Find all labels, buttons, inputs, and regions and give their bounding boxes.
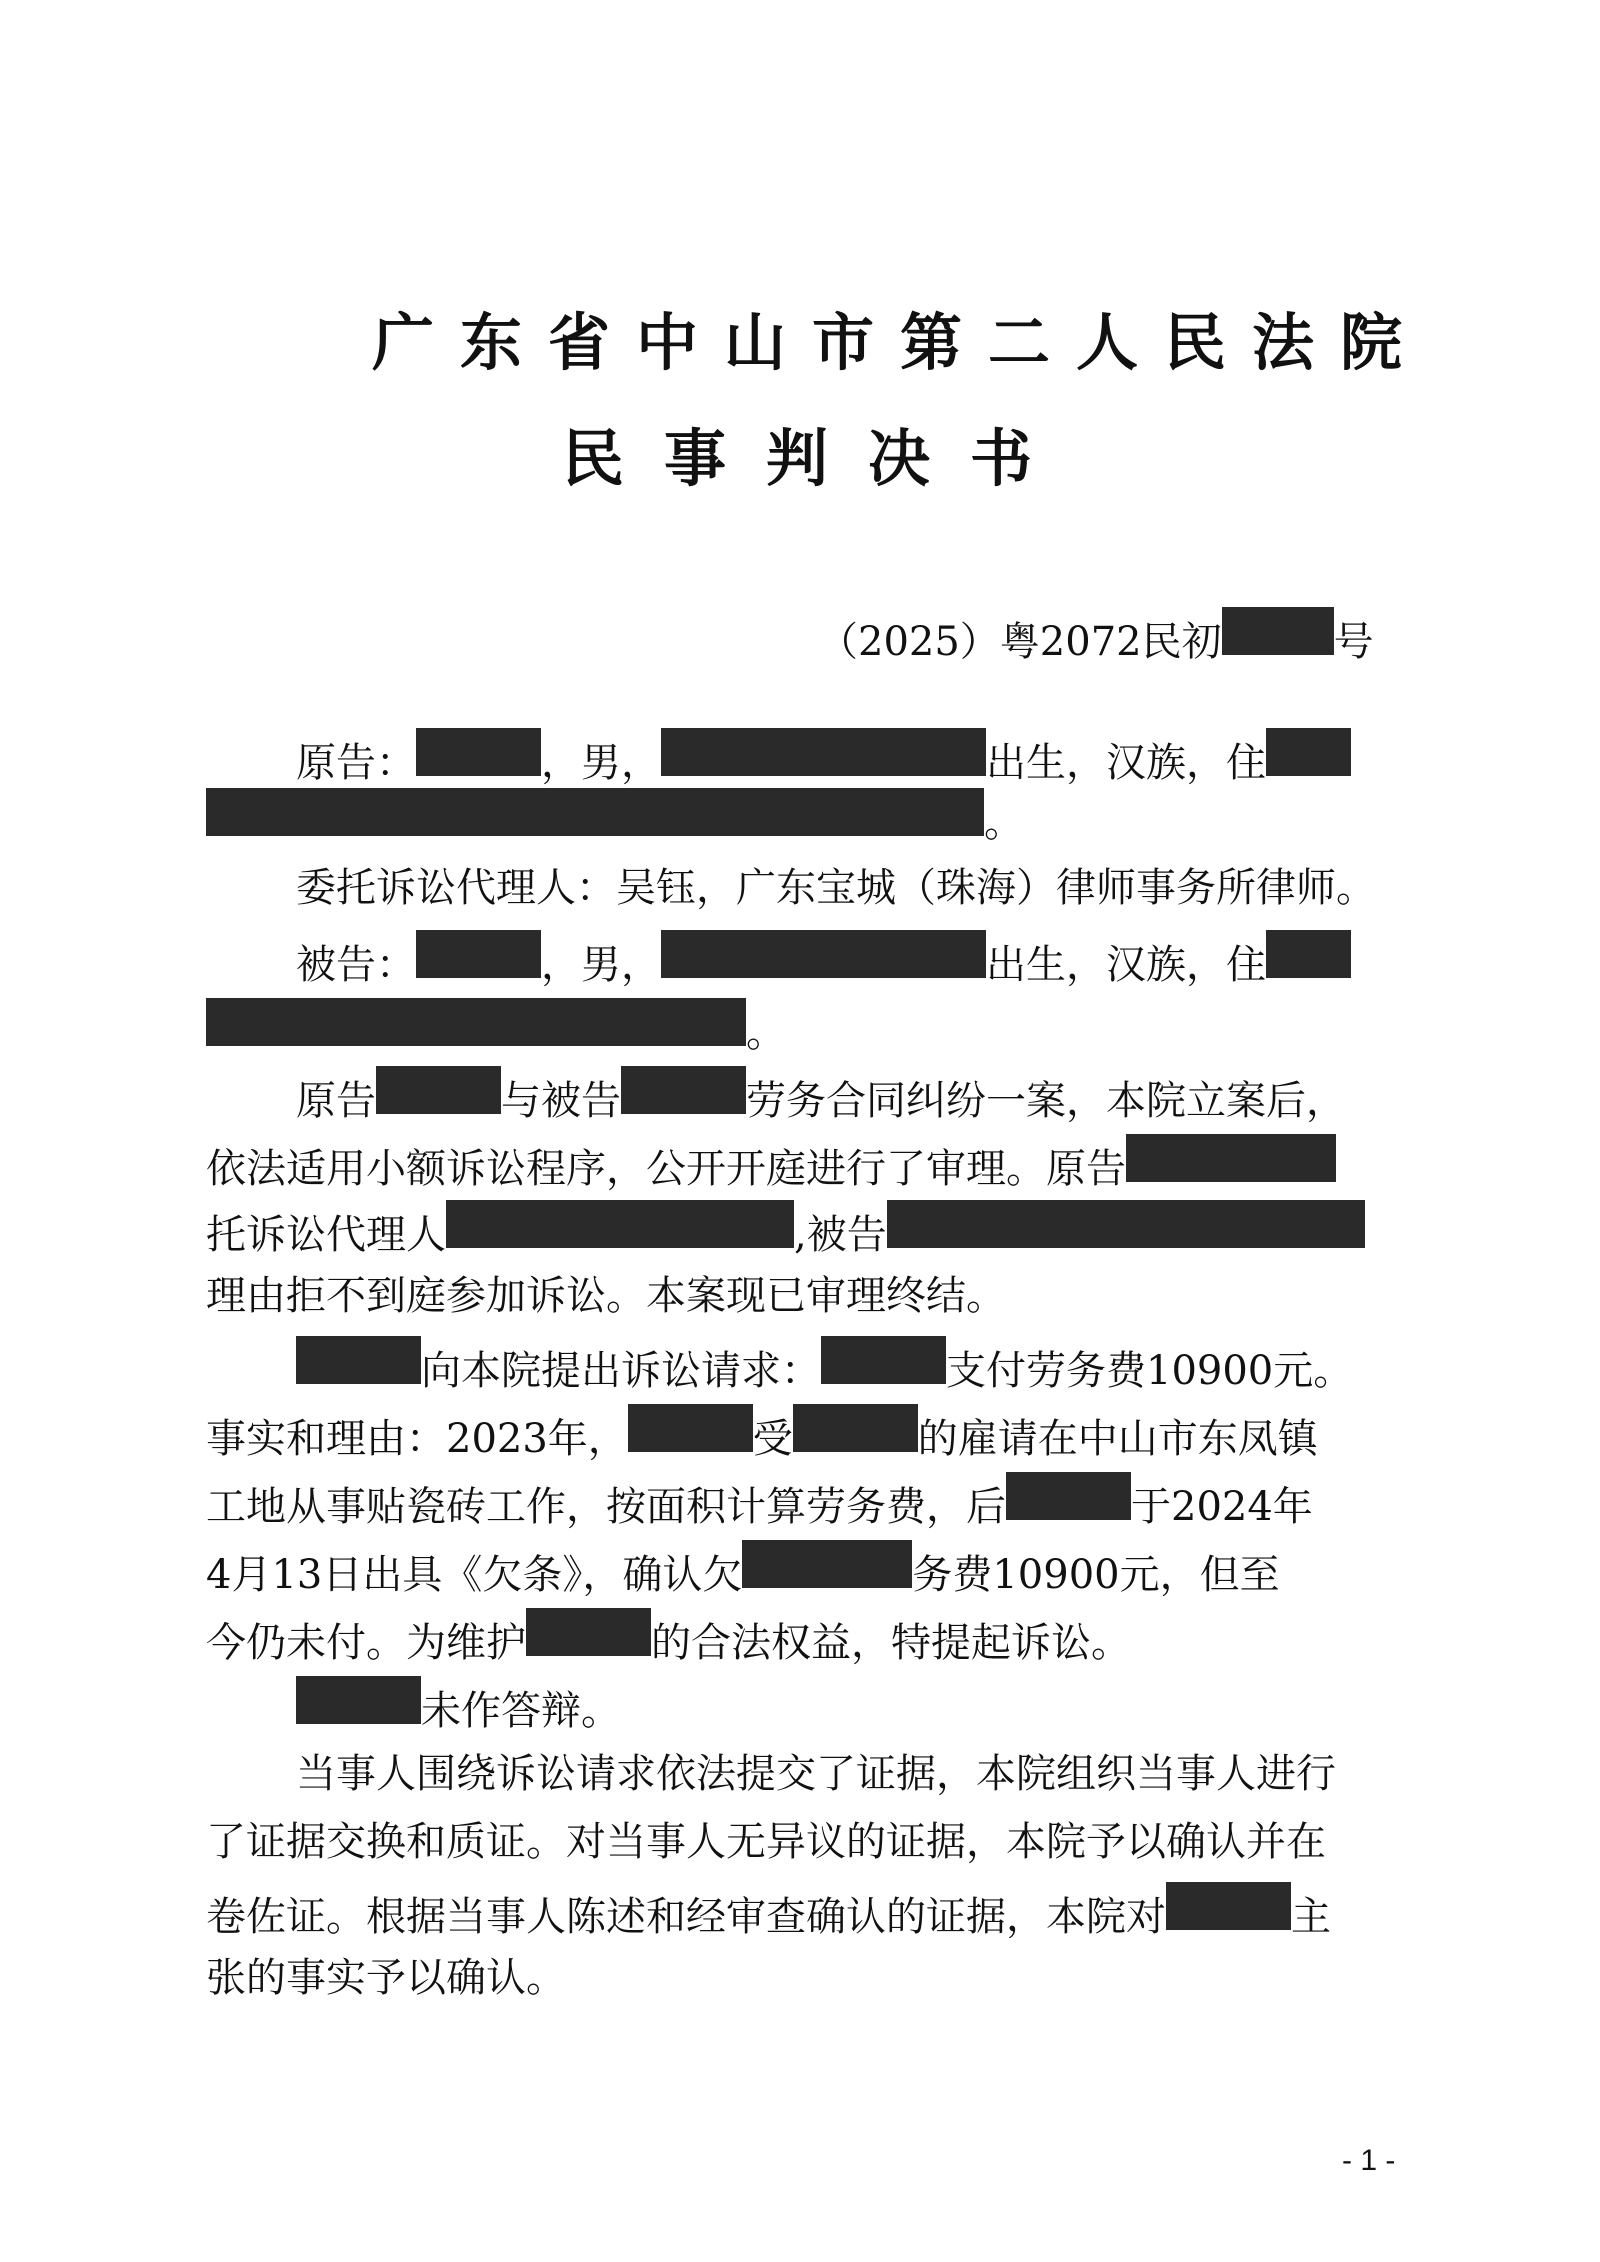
text: 原告 — [296, 1078, 376, 1124]
redaction — [526, 1608, 651, 1656]
claims-line-4 — [206, 1540, 1401, 1596]
case-para-line-3 — [206, 1200, 1401, 1256]
document-type: 民事判决书 — [562, 422, 1073, 495]
plaintiff-line-2 — [206, 788, 1401, 844]
case-para-line-2 — [206, 1134, 1401, 1190]
text: 支付劳务费10900元。 — [946, 1348, 1354, 1394]
redaction — [821, 1336, 946, 1384]
case-number — [818, 607, 1374, 665]
redaction — [887, 1200, 1365, 1248]
claims-line-5 — [206, 1608, 1401, 1664]
text: 当事人围绕诉讼请求依法提交了证据，本院组织当事人进行 — [296, 1751, 1336, 1797]
redaction — [1166, 1882, 1291, 1930]
redaction — [742, 1540, 912, 1588]
text: 受 — [752, 1416, 793, 1462]
redaction — [1266, 728, 1351, 776]
text: 今仍未付。为维护 — [206, 1620, 526, 1666]
text: 卷佐证。根据当事人陈述和经审查确认的证据，本院对 — [206, 1894, 1166, 1940]
redaction — [206, 998, 746, 1046]
claims-line-2 — [206, 1404, 1401, 1460]
evidence-line-4 — [206, 1950, 1401, 2006]
redaction — [416, 728, 541, 776]
text: 向本院提出诉讼请求： — [421, 1348, 821, 1394]
agent-line — [296, 860, 1491, 916]
defendant-line-1 — [296, 930, 1491, 986]
text: 理由拒不到庭参加诉讼。本案现已审理终结。 — [206, 1273, 1006, 1319]
redaction — [621, 1066, 746, 1114]
text: 委托诉讼代理人：吴钰，广东宝城（珠海）律师事务所律师。 — [296, 865, 1376, 911]
text: ，男， — [541, 942, 661, 988]
evidence-line-3 — [206, 1882, 1401, 1938]
redaction — [661, 930, 986, 978]
text: 未作答辩。 — [421, 1688, 621, 1734]
redaction — [1126, 1134, 1336, 1182]
redaction — [206, 788, 984, 836]
text: 与被告 — [501, 1078, 621, 1124]
case-number-suffix: 号 — [1333, 619, 1374, 665]
redaction — [661, 728, 986, 776]
redaction — [1266, 930, 1351, 978]
claims-line-3 — [206, 1472, 1401, 1528]
case-number-prefix: （2025）粤2072民初 — [818, 619, 1222, 665]
case-para-line-1 — [296, 1066, 1491, 1122]
text: 。 — [746, 1010, 786, 1056]
redaction — [376, 1066, 501, 1114]
redaction — [793, 1404, 918, 1452]
redaction — [628, 1404, 753, 1452]
text: 依法适用小额诉讼程序，公开开庭进行了审理。原告 — [206, 1146, 1126, 1192]
evidence-line-1 — [296, 1746, 1491, 1802]
redaction — [296, 1336, 421, 1384]
text: 托诉讼代理人 — [206, 1212, 446, 1258]
text: 劳务合同纠纷一案，本院立案后， — [746, 1078, 1346, 1124]
text: 工地从事贴瓷砖工作，按面积计算劳务费，后 — [206, 1484, 1006, 1530]
text: 。 — [984, 800, 1024, 846]
text: 的合法权益，特提起诉讼。 — [651, 1620, 1131, 1666]
defendant-line-2 — [206, 998, 1401, 1054]
text: 事实和理由：2023年， — [206, 1416, 628, 1462]
text: 原告： — [296, 740, 416, 786]
plaintiff-line-1 — [296, 728, 1491, 784]
text: 主 — [1291, 1894, 1331, 1940]
text: 出生，汉族，住 — [986, 942, 1266, 988]
text: ,被告 — [794, 1212, 887, 1258]
redaction — [1006, 1472, 1131, 1520]
no-defense-line — [296, 1676, 1491, 1732]
text: ，男， — [541, 740, 661, 786]
text: 出生，汉族，住 — [986, 740, 1266, 786]
court-name: 广东省中山市第二人民法院 — [372, 306, 1429, 379]
redaction — [416, 930, 541, 978]
redaction — [1222, 607, 1334, 655]
text: 务费10900元，但至 — [912, 1552, 1280, 1598]
redaction — [296, 1676, 421, 1724]
text: 了证据交换和质证。对当事人无异议的证据，本院予以确认并在 — [206, 1819, 1326, 1865]
redaction — [446, 1200, 794, 1248]
text: 于2024年 — [1131, 1484, 1313, 1530]
page-number: - 1 - — [1342, 2144, 1396, 2177]
evidence-line-2 — [206, 1814, 1401, 1870]
claims-line-1 — [296, 1336, 1491, 1392]
case-para-line-4 — [206, 1268, 1401, 1324]
text: 张的事实予以确认。 — [206, 1955, 566, 2001]
text: 被告： — [296, 942, 416, 988]
text: 的雇请在中山市东凤镇 — [917, 1416, 1318, 1462]
text: 4月13日出具《欠条》，确认欠 — [206, 1552, 743, 1598]
